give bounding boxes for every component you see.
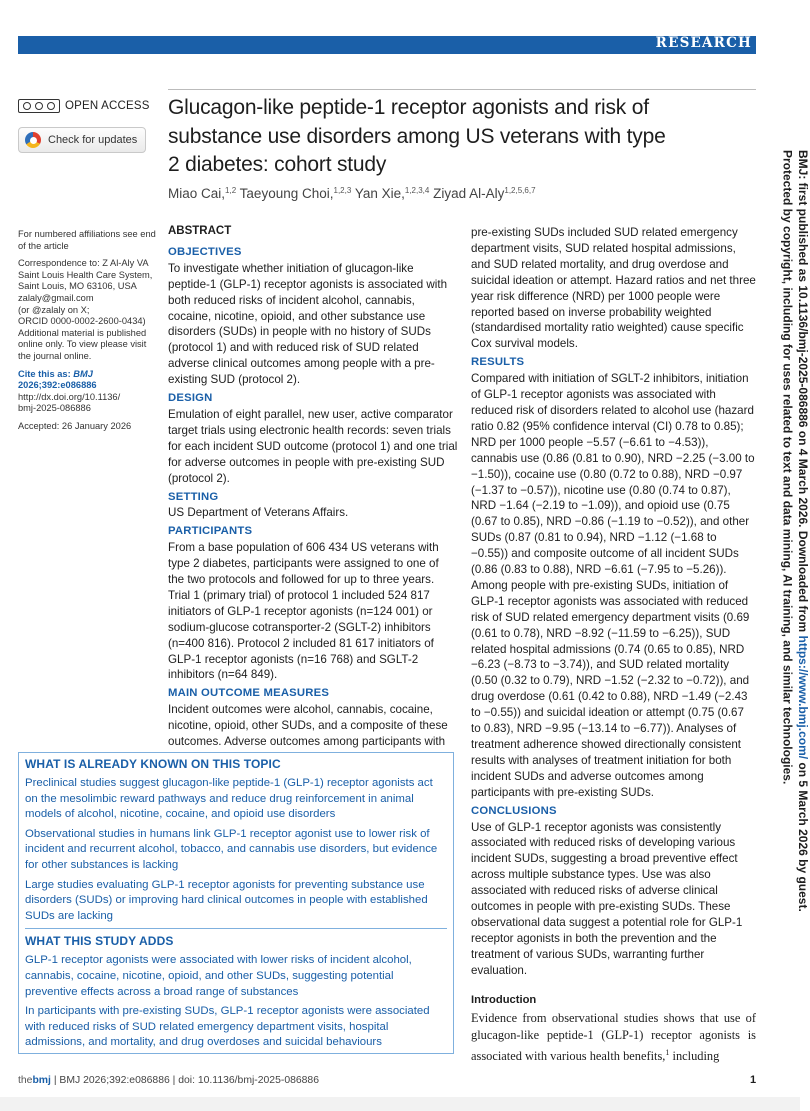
footer-citation: | BMJ 2026;392:e086886 | doi: 10.1136/bmj-2025-086886	[50, 1075, 319, 1086]
cite-journal: BMJ	[73, 368, 93, 379]
design-text: Emulation of eight parallel, new user, active comparator target trials using electronic health records: seven trials for each incident SUD outcome (protocol 1) and one trial for adverse outcomes in people with pre-existing SUD (protocol 2).	[168, 407, 458, 485]
results-text: Compared with initiation of SGLT-2 inhibitors, initiation of GLP-1 receptor agonists was associated with reduced risk of disorders related to alcohol use (hazard ratio 0.82 (95% confidence interval (CI) 0.78 to 0.85); NRD per 1000 people −5.57 (−6.61 to −4.53)), cannabis use (0.86 (0.81 to 0.90), NRD −2.25 (−3.00 to −1.50)), cocaine use (0.80 (0.72 to 0.88), NRD −0.97 (−1.37 to −0.57)), nicotine use (0.80 (0.74 to 0.87), NRD −1.64 (−2.19 to −1.09)), and opioid use (0.75 (0.67 to 0.85), NRD −0.86 (−1.19 to −0.52)), and other SUDs (0.87 (0.81 to 0.94), NRD −1.12 (−1.68 to −0.55)) and composite outcome of all incident SUDs (0.86 (0.83 to 0.88), NRD −6.61 (−7.95 to −5.26)). Among people with pre-existing SUDs, initiation of GLP-1 receptor agonists was associated with reduced risk of SUD related emergency department visits (0.69 (0.61 to 0.78), NRD −8.92 (−11.59 to −6.25)), SUD related hospital admissions (0.74 (0.65 to 0.85), NRD −6.23 (−8.73 to −3.74)), and SUD related mortality (0.50 (0.32 to 0.79), NRD −1.52 (−2.32 to −0.72)), and drug overdose (0.61 (0.42 to 0.88), NRD −1.49 (−2.43 to −0.55)) and suicidal ideation or attempt (0.75 (0.67 to 0.83), NRD −9.95 (−13.14 to −6.77)). Analyses of treatment adherence showed directionally consistent results with analyses of treatment initiation for both incident SUDs and adverse outcomes among participants with pre-existing SUDs.	[471, 372, 755, 799]
crossmark-icon	[25, 132, 41, 148]
introduction-heading: Introduction	[471, 994, 537, 1006]
article-sidebar	[18, 229, 158, 435]
section-label: RESEARCH	[655, 35, 752, 51]
correspondence-line: (or @zalaly on X;	[18, 304, 90, 315]
notice-text-tail: on 5 March 2026 by guest.	[796, 759, 810, 912]
objectives-heading: OBJECTIVES	[168, 245, 242, 258]
design-heading: DESIGN	[168, 392, 213, 405]
check-for-updates-button[interactable]	[18, 127, 146, 153]
cite-label: Cite this as:	[18, 368, 71, 379]
correspondence-orcid: ORCID 0000-0002-2600-0434)	[18, 316, 146, 327]
title-divider	[168, 89, 756, 90]
author-list	[168, 186, 536, 201]
abstract-right-column	[471, 225, 756, 979]
open-access-badge	[18, 97, 150, 115]
page-footer	[18, 1075, 319, 1086]
bmj-logo: bmj	[32, 1075, 51, 1086]
creative-commons-icon	[18, 99, 60, 113]
correspondence-line: Saint Louis, MO 63106, USA	[18, 281, 137, 292]
summary-box	[18, 752, 454, 1054]
author-affiliation: 1,2	[225, 186, 237, 195]
accepted-date: Accepted: 26 January 2026	[18, 420, 132, 431]
cite-reference: 2026;392:e086886	[18, 380, 97, 391]
author-name[interactable]: Miao Cai,	[168, 186, 226, 201]
known-heading: WHAT IS ALREADY KNOWN ON THIS TOPIC	[25, 757, 281, 771]
conclusions-heading: CONCLUSIONS	[471, 804, 557, 817]
doi-link-cont[interactable]: bmj-2025-086886	[18, 403, 91, 414]
author-name[interactable]: Ziyad Al-Aly	[433, 186, 505, 201]
abstract-title: ABSTRACT	[168, 225, 232, 237]
author-affiliation: 1,2,3,4	[404, 186, 430, 195]
introduction-sentence: Evidence from observational studies shows that use of glucagon-like peptide-1 (GLP-1) receptor agonists is associated with various health benefits,	[471, 1011, 756, 1063]
participants-text: From a base population of 606 434 US veterans with type 2 diabetes, participants were assigned to one of the two protocols and followed for up to three years. Trial 1 (primary trial) of protocol 1 included 524 817 initiators of GLP-1 receptor agonists (n=124 001) or sodium-glucose cotransporter-2 (SGLT-2) inhibitors (n=400 816). Protocol 2 included 81 617 initiators of GLP-1 receptor agonists (n=16 768) and SGLT-2 inhibitors (n=64 849).	[168, 541, 439, 682]
download-notice-line	[795, 150, 810, 950]
known-item: Large studies evaluating GLP-1 receptor agonists for preventing substance use disorders (SUDs) or improving hard clinical outcomes in people with established SUDs are lacking	[25, 878, 428, 922]
conclusions-text: Use of GLP-1 receptor agonists was consistently associated with reduced risks of developing various incident SUDs, suggesting a broad preventive effect across multiple substance types. Use was also associated with reduced risks of adverse clinical outcomes in people with pre-existing SUDs. These observational data suggest a potential role for GLP-1 receptor agonists in both the prevention and the treatment of various SUDs, warranting further evaluation.	[471, 820, 743, 977]
author-affiliation: 1,2,3	[333, 186, 352, 195]
author-affiliation: 1,2,5,6,7	[504, 186, 536, 195]
article-title: Glucagon-like peptide-1 receptor agonists and risk of substance use disorders among US veterans with type 2 diabetes: cohort study	[168, 96, 666, 176]
affiliations-note: For numbered affiliations see end of the article	[18, 229, 156, 251]
author-name[interactable]: Taeyoung Choi,	[239, 186, 334, 201]
open-access-label: OPEN ACCESS	[65, 100, 150, 112]
correspondence	[18, 258, 158, 328]
notice-text: BMJ: first published as 10.1136/bmj-2025-086886 on 4 March 2026. Downloaded from	[796, 150, 810, 636]
page-number: 1	[750, 1074, 757, 1086]
check-for-updates-label: Check for updates	[48, 134, 138, 146]
citation-block	[18, 369, 158, 415]
additional-material-note: Additional material is published online only. To view please visit the journal online.	[18, 327, 147, 361]
results-heading: RESULTS	[471, 356, 525, 369]
reference-marker[interactable]: 1	[665, 1048, 670, 1057]
section-header-bar	[18, 36, 756, 54]
bmj-site-link[interactable]: https://www.bmj.com/	[796, 635, 810, 760]
doi-link[interactable]: http://dx.doi.org/10.1136/	[18, 391, 121, 402]
correspondence-line: Correspondence to: Z Al-Aly VA	[18, 258, 149, 269]
abstract-left-column	[168, 224, 458, 750]
box-divider	[25, 928, 447, 948]
introduction-tail: including	[669, 1049, 720, 1063]
participants-heading: PARTICIPANTS	[168, 525, 253, 538]
copyright-line: Protected by copyright, including for uses related to text and data mining, AI training, and similar technologies.	[780, 150, 795, 785]
known-item: Preclinical studies suggest glucagon-like peptide-1 (GLP-1) receptor agonists act on the mesolimbic reward pathways and reduce drug reinforcement in animal models of alcohol, nicotine, cocaine, and opioid use disorders	[25, 777, 433, 821]
introduction-text	[471, 1010, 756, 1065]
outcomes-text: Incident outcomes were alcohol, cannabis, cocaine, nicotine, opioid, other SUDs, and a composite of these outcomes. Adverse outcomes among participants with	[168, 703, 448, 749]
outcomes-heading: MAIN OUTCOME MEASURES	[168, 687, 330, 700]
correspondence-line: Saint Louis Health Care System,	[18, 269, 153, 280]
page-bottom-band	[0, 1097, 800, 1111]
bmj-logo-the: the	[18, 1075, 33, 1086]
setting-heading: SETTING	[168, 490, 219, 503]
setting-text: US Department of Veterans Affairs.	[168, 506, 349, 520]
adds-item: In participants with pre-existing SUDs, GLP-1 receptor agonists were associated with reduced risks of SUD related emergency department visits, hospital admissions, and mortality, and drug overdoses and suicidal behaviours	[25, 1005, 430, 1049]
copyright-notice	[778, 150, 810, 950]
adds-item: GLP-1 receptor agonists were associated with lower risks of incident alcohol, cannabis, cocaine, nicotine, opioid, and other SUDs, suggesting potential preventive effects across a broad range of substances	[25, 954, 412, 998]
adds-heading: WHAT THIS STUDY ADDS	[25, 934, 174, 949]
author-name[interactable]: Yan Xie,	[354, 186, 405, 201]
objectives-text: To investigate whether initiation of glucagon-like peptide-1 (GLP-1) receptor agonists is associated with both reduced risks of incident alcohol, cannabis, cocaine, nicotine, opioid, and other substance use disorders (SUDs) in people with no history of SUDs (protocol 1) and with reduced risk of SUD related adverse clinical outcomes among people with a pre-existing SUD (protocol 2).	[168, 261, 448, 387]
known-item: Observational studies in humans link GLP-1 receptor agonist use to lower risk of incident and recurrent alcohol, tobacco, and cannabis use disorders, but evidence for other substances is lacking	[25, 827, 438, 871]
outcomes-text-cont: pre-existing SUDs included SUD related emergency department visits, SUD related hospital admissions, and SUD related mortality, and drug overdose and suicidal ideation or attempt. Hazard ratios and net three year risk difference (NRD) per 1000 people were reported based on inverse probability weighted (standardised mortality ratio weighted) cause specific Cox survival models.	[471, 226, 756, 351]
correspondence-email[interactable]: zalaly@gmail.com	[18, 292, 94, 303]
